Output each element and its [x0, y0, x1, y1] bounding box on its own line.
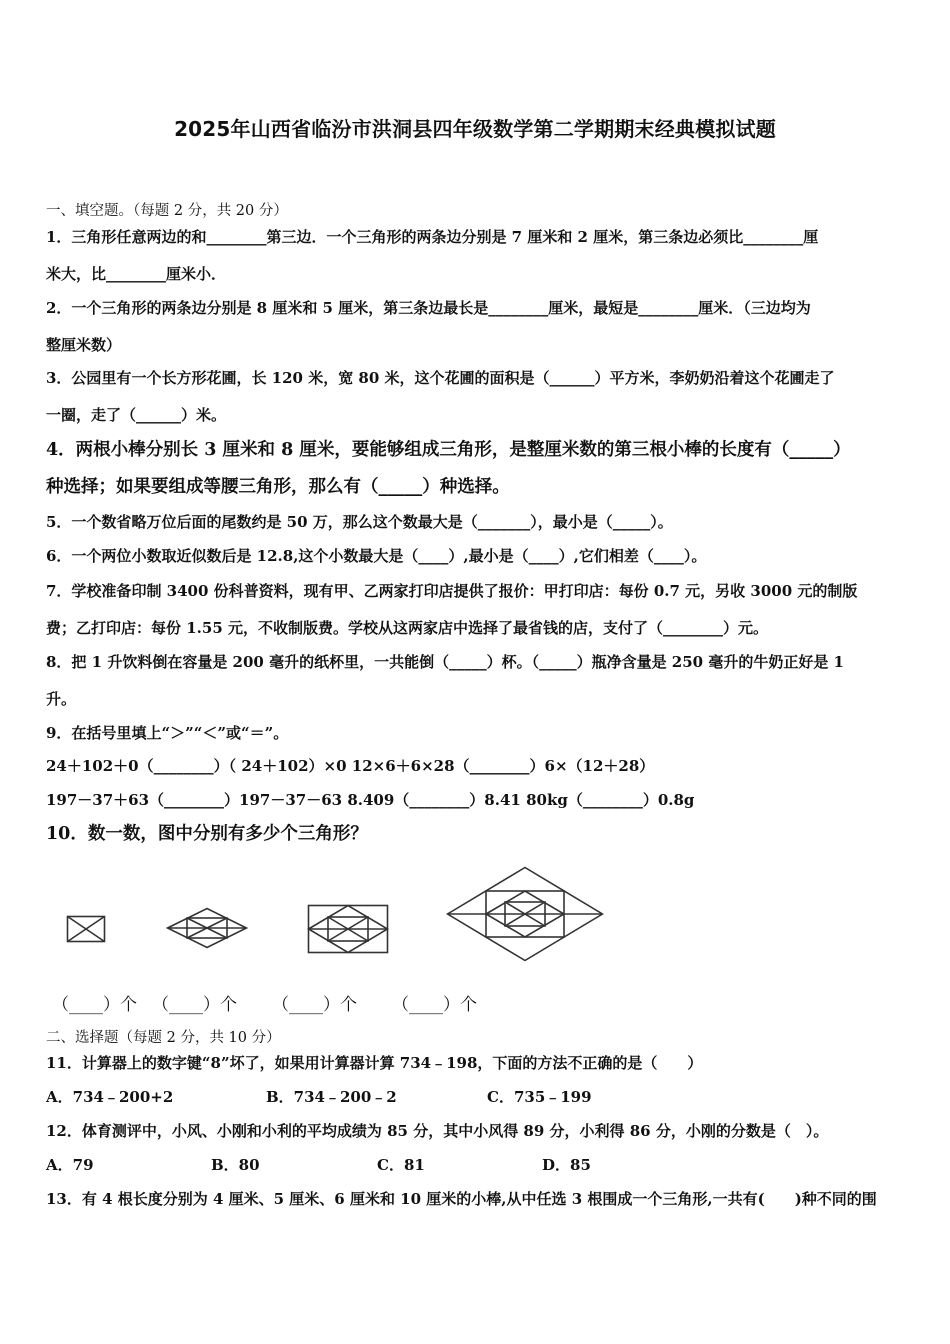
- q11-text: 11．计算器上的数字键“8”坏了，如果用计算器计算 734﹣198，下面的方法不正确的是（ ）: [46, 1054, 703, 1072]
- q3-line2: 一圈，走了（______）米。: [46, 406, 227, 424]
- q10-blank-1: （____）个: [52, 995, 137, 1015]
- q12-option-c: C．81: [377, 1156, 425, 1174]
- q12-option-d: D．85: [542, 1156, 591, 1174]
- q6: 6．一个两位小数取近似数后是 12.8,这个小数最大是（____）,最小是（____）,它们相差（____）。: [46, 547, 707, 565]
- q11-option-c: C．735﹣199: [487, 1088, 592, 1106]
- q13-text: 13．有 4 根长度分别为 4 厘米、5 厘米、6 厘米和 10 厘米的小棒,从中任选 3 根围成一个三角形,一共有( )种不同的围: [46, 1190, 877, 1208]
- q2-line1: 2．一个三角形的两条边分别是 8 厘米和 5 厘米，第三条边最长是________厘米，最短是________厘米．（三边均为: [46, 299, 811, 317]
- figure-3-rect-diamond: [307, 904, 389, 954]
- q7-line2: 费；乙打印店：每份 1.55 元，不收制版费。学校从这两家店中选择了最省钱的店，支付了（________）元。: [46, 619, 768, 637]
- q11-option-a: A．734﹣200+2: [46, 1088, 174, 1106]
- figure-1-rect-cross: [66, 915, 106, 943]
- figure-4-nested: [446, 866, 604, 962]
- q1-line2: 米大，比________厘米小．: [46, 265, 227, 283]
- q12-text: 12．体育测评中，小风、小刚和小利的平均成绩为 85 分，其中小风得 89 分，小利得 86 分，小刚的分数是（ ）。: [46, 1122, 829, 1140]
- figure-2-diamond: [166, 907, 248, 949]
- q8-line2: 升。: [46, 690, 77, 708]
- q9-row2: 197－37＋63（________）197－37－63 8.409（________）8.41 80kg（________）0.8g: [46, 791, 695, 809]
- q11-option-b: B．734﹣200﹣2: [266, 1088, 397, 1106]
- q10-text: 10．数一数，图中分别有多少个三角形？: [46, 824, 368, 844]
- q7-line1: 7．学校准备印制 3400 份科普资料，现有甲、乙两家打印店提供了报价：甲打印店：每份 0.7 元，另收 3000 元的制版: [46, 582, 858, 600]
- q2-line2: 整厘米数）: [46, 336, 122, 354]
- q3-line1: 3．公园里有一个长方形花圃，长 120 米，宽 80 米，这个花圃的面积是（______）平方米，李奶奶沿着这个花圃走了: [46, 369, 835, 387]
- q10-blank-2: （____）个: [152, 995, 237, 1015]
- q9-intro: 9．在括号里填上“＞”“＜”或“＝”。: [46, 724, 289, 742]
- q8-line1: 8．把 1 升饮料倒在容量是 200 毫升的纸杯里，一共能倒（_____）杯。（_____）瓶净含量是 250 毫升的牛奶正好是 1: [46, 653, 844, 671]
- q9-row1: 24＋102＋0（________）（ 24＋102）×0 12×6＋6×28（________）6×（12＋28）: [46, 757, 655, 775]
- q10-blank-4: （____）个: [392, 995, 477, 1015]
- q12-option-a: A．79: [46, 1156, 94, 1174]
- section-2-heading: 二、选择题（每题 2 分，共 10 分）: [46, 1030, 281, 1046]
- page-title: 2025年山西省临汾市洪洞县四年级数学第二学期期末经典模拟试题: [174, 117, 776, 141]
- q1-line1: 1．三角形任意两边的和________第三边．一个三角形的两条边分别是 7 厘米和 2 厘米，第三条边必须比________厘: [46, 228, 819, 246]
- q10-blank-3: （____）个: [272, 995, 357, 1015]
- q4-line2: 种选择；如果要组成等腰三角形，那么有（_____）种选择。: [46, 477, 510, 497]
- q4-line1: 4．两根小棒分别长 3 厘米和 8 厘米，要能够组成三角形，是整厘米数的第三根小棒的长度有（_____）: [46, 440, 851, 460]
- q12-option-b: B．80: [211, 1156, 260, 1174]
- section-1-heading: 一、填空题。（每题 2 分，共 20 分）: [46, 203, 288, 219]
- q5: 5．一个数省略万位后面的尾数约是 50 万，那么这个数最大是（_______），最小是（_____）。: [46, 513, 673, 531]
